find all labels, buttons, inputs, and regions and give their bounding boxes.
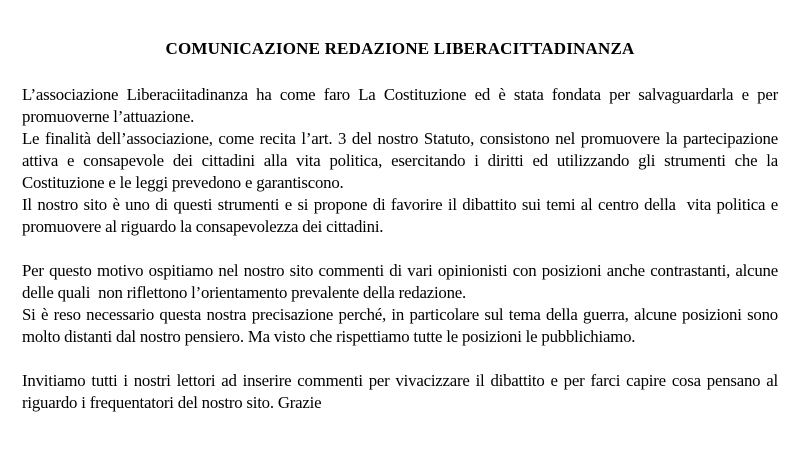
paragraph-site-purpose: Il nostro sito è uno di questi strumenti e si propone di favorire il dibattito sui temi al centro della vita politica e promuovere al riguardo la consapevolezza dei cittadini. [22, 195, 782, 236]
page-title: COMUNICAZIONE REDAZIONE LIBERACITTADINANZA [165, 39, 635, 58]
paragraph-clarification-war: Si è reso necessario questa nostra precisazione perché, in particolare sul tema della guerra, alcune posizioni sono molto distanti dal nostro pensiero. Ma visto che rispettiamo tutte le posizioni le pubblichiamo. [22, 305, 786, 346]
paragraph-association-purpose: L’associazione Liberaciitadinanza ha come faro La Costituzione ed è stata fondata per salvaguardarla e per promuoverne l’attuazione. [22, 85, 782, 126]
paragraph-statute-goals: Le finalità dell’associazione, come recita l’art. 3 del nostro Statuto, consistono nel promuovere la partecipazione attiva e consapevole dei cittadini alla vita politica, esercitando i diritti ed utilizzando gli strumenti che la Costituzione e le leggi prevedono e garantiscono. [22, 129, 782, 192]
paragraph-opinions-disclaimer: Per questo motivo ospitiamo nel nostro sito commenti di vari opinionisti con posizioni anche contrastanti, alcune delle quali non riflettono l’orientamento prevalente della redazione. [22, 261, 782, 302]
paragraph-invitation-comments: Invitiamo tutti i nostri lettori ad inserire commenti per vivacizzare il dibattito e per farci capire cosa pensano al riguardo i frequentatori del nostro sito. Grazie [22, 371, 782, 412]
